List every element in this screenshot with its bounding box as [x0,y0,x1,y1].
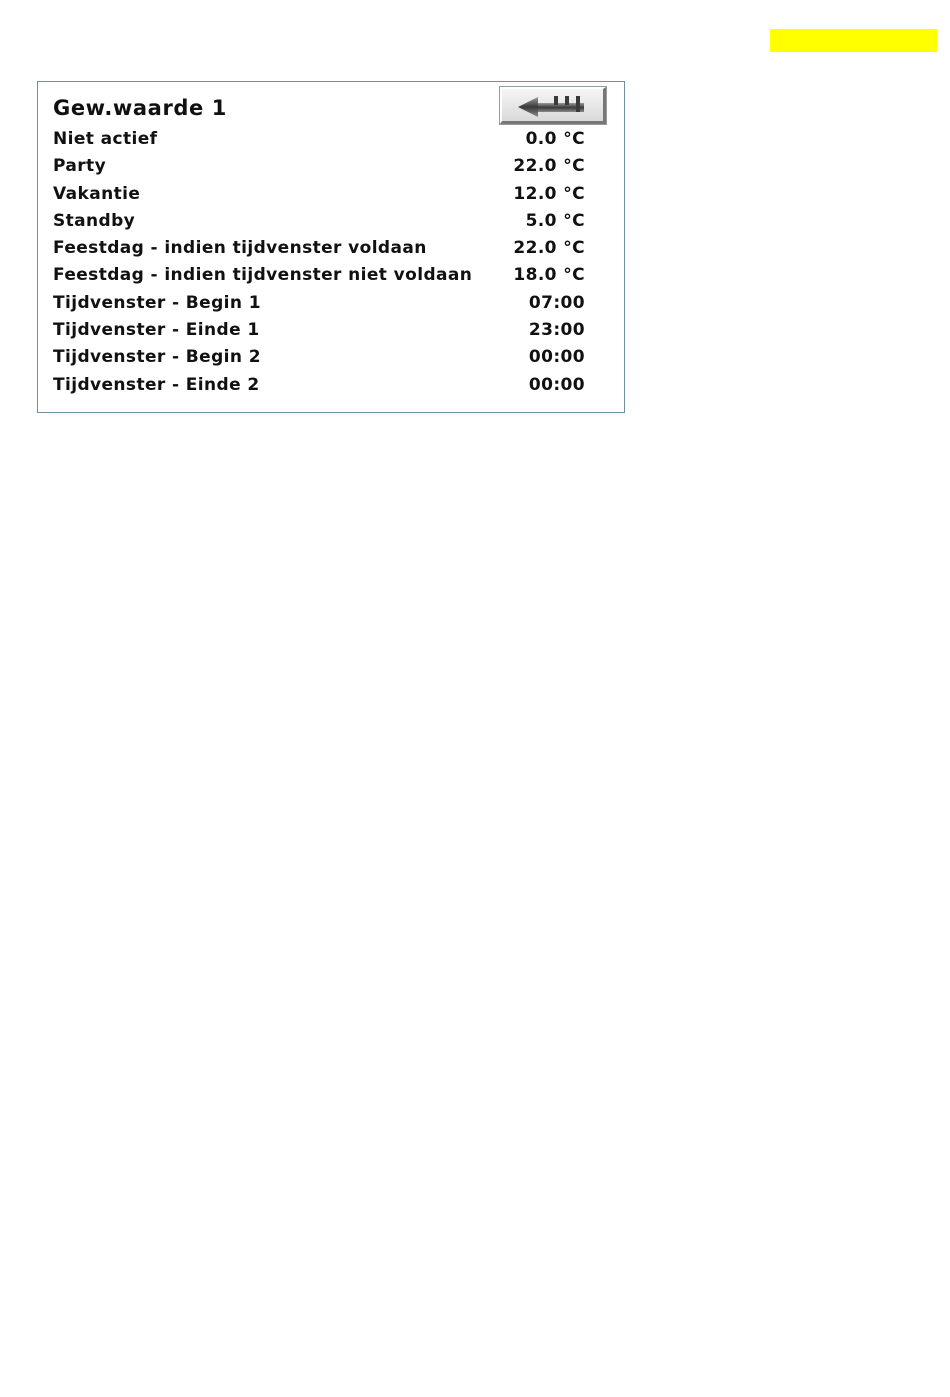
setpoint-panel [37,81,625,413]
row-value: 12.0 °C [513,183,585,204]
row-value: 07:00 [528,292,585,313]
list-item[interactable] [53,344,585,371]
row-label: Party [53,156,107,177]
row-value: 0.0 °C [525,129,585,149]
row-label: Tijdvenster - Begin 2 [53,347,261,368]
row-value: 18.0 °C [513,265,585,286]
row-label: Tijdvenster - Begin 1 [53,292,261,313]
setpoint-list [53,126,585,399]
row-label: Tijdvenster - Einde 2 [53,374,260,395]
list-item[interactable] [53,153,585,180]
back-button[interactable] [500,87,606,124]
row-label: Standby [53,210,136,231]
page-title: Gew.waarde 1 [53,96,228,120]
list-item[interactable] [53,208,585,235]
list-item[interactable] [53,235,585,262]
row-label: Feestdag - indien tijdvenster niet voldaan [53,265,473,286]
row-value: 22.0 °C [513,156,585,177]
row-label: Tijdvenster - Einde 1 [53,320,260,341]
row-value: 5.0 °C [525,210,585,231]
list-item[interactable] [53,262,585,289]
row-value: 23:00 [528,320,585,341]
list-item[interactable] [53,290,585,317]
row-label: Niet actief [53,129,158,149]
row-value: 00:00 [528,374,585,395]
row-label: Vakantie [53,183,141,204]
list-item[interactable] [53,126,585,153]
list-item[interactable] [53,372,585,399]
list-item[interactable] [53,317,585,344]
row-value: 00:00 [528,347,585,368]
list-item[interactable] [53,181,585,208]
highlight-marker [770,29,937,52]
row-label: Feestdag - indien tijdvenster voldaan [53,238,427,259]
row-value: 22.0 °C [513,238,585,259]
back-arrow-icon [516,93,590,119]
